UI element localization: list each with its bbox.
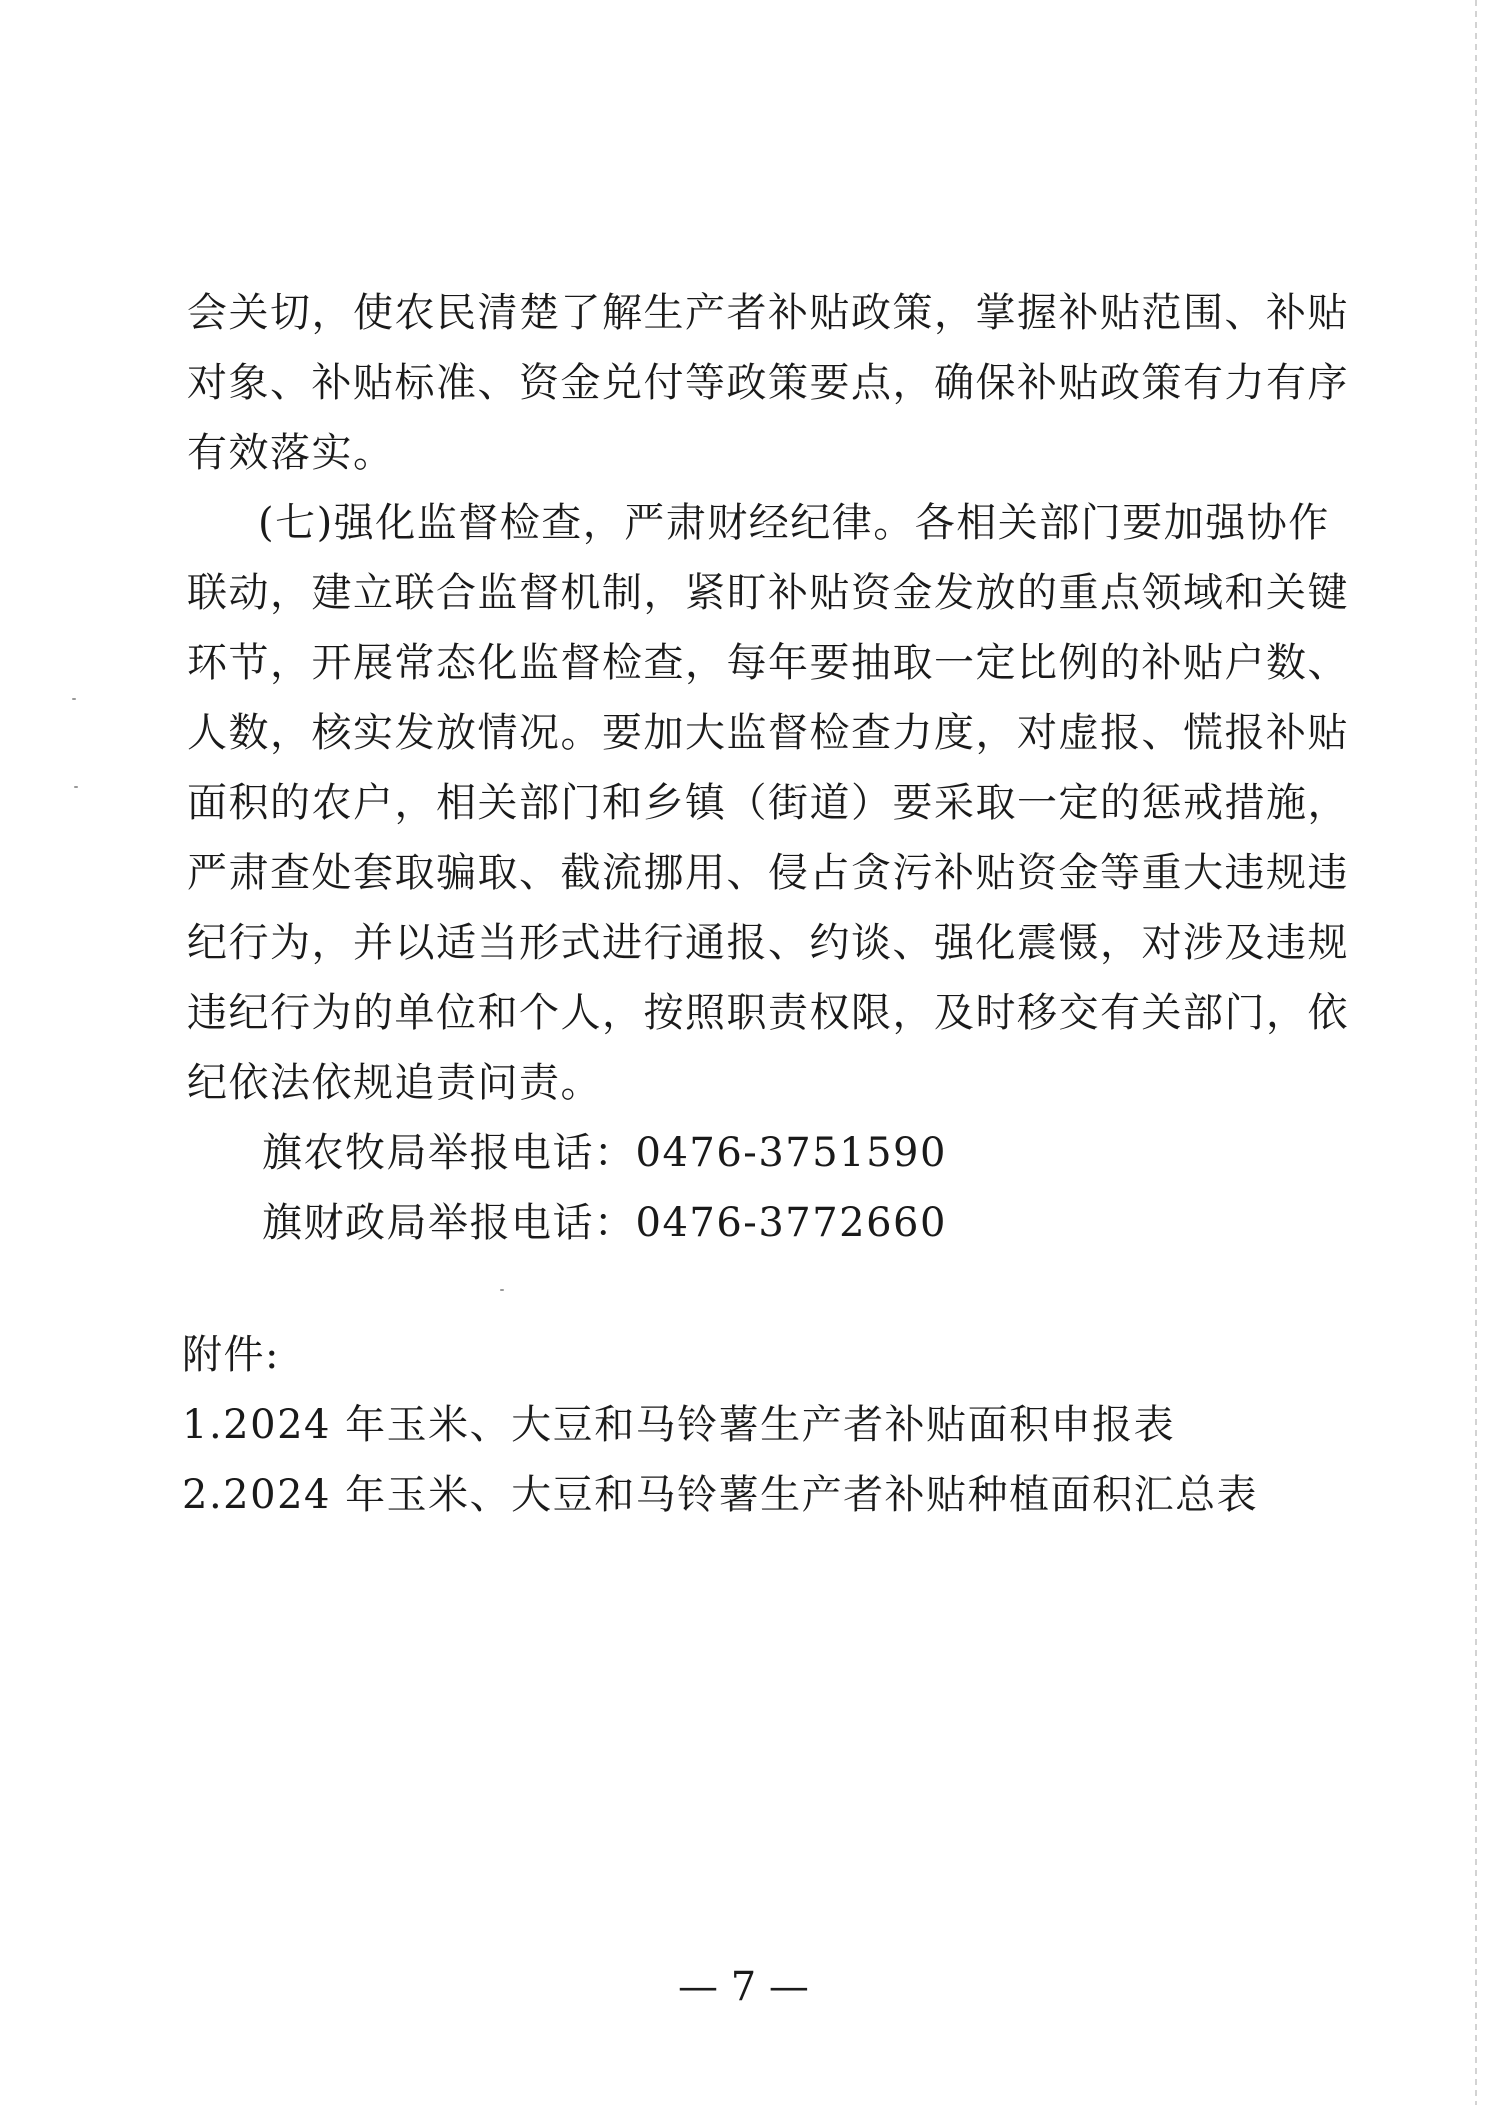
hotline-row xyxy=(262,1128,947,1178)
body-line: 会关切，使农民清楚了解生产者补贴政策，掌握补贴范围、补贴 xyxy=(187,290,1349,336)
body-line: 人数，核实发放情况。要加大监督检查力度，对虚报、慌报补贴 xyxy=(187,710,1349,756)
hotline-number: 0476-3751590 xyxy=(635,1130,947,1176)
hotline-number: 0476-3772660 xyxy=(635,1200,947,1246)
scan-speck xyxy=(72,698,76,700)
body-line: 严肃查处套取骗取、截流挪用、侵占贪污补贴资金等重大违规违 xyxy=(187,850,1349,896)
hotline-label: 旗农牧局举报电话： xyxy=(262,1130,636,1176)
body-line: 纪行为，并以适当形式进行通报、约谈、强化震慑，对涉及违规 xyxy=(187,920,1349,966)
attachments-heading: 附件: xyxy=(182,1332,280,1378)
body-line: 违纪行为的单位和个人，按照职责权限，及时移交有关部门，依 xyxy=(187,990,1349,1036)
section-heading-line: (七)强化监督检查，严肃财经纪律。各相关部门要加强协作 xyxy=(258,500,1330,546)
body-line: 纪依法依规追责问责。 xyxy=(187,1060,602,1106)
body-line: 环节，开展常态化监督检查，每年要抽取一定比例的补贴户数、 xyxy=(187,640,1349,686)
attachment-item: 1.2024 年玉米、大豆和马铃薯生产者补贴面积申报表 xyxy=(182,1402,1176,1448)
attachment-item: 2.2024 年玉米、大豆和马铃薯生产者补贴种植面积汇总表 xyxy=(182,1472,1259,1518)
body-line: 对象、补贴标准、资金兑付等政策要点，确保补贴政策有力有序 xyxy=(187,360,1349,406)
body-line: 面积的农户，相关部门和乡镇（街道）要采取一定的惩戒措施， xyxy=(187,780,1349,826)
scan-edge-artifact xyxy=(1475,0,1477,2105)
body-line: 联动，建立联合监督机制，紧盯补贴资金发放的重点领域和关键 xyxy=(187,570,1349,616)
scan-speck xyxy=(74,786,78,788)
hotline-row xyxy=(262,1198,947,1248)
hotline-label: 旗财政局举报电话： xyxy=(262,1200,636,1246)
page-number: — 7 — xyxy=(678,1964,809,2010)
body-line: 有效落实。 xyxy=(187,430,395,476)
scan-speck xyxy=(500,1289,504,1291)
